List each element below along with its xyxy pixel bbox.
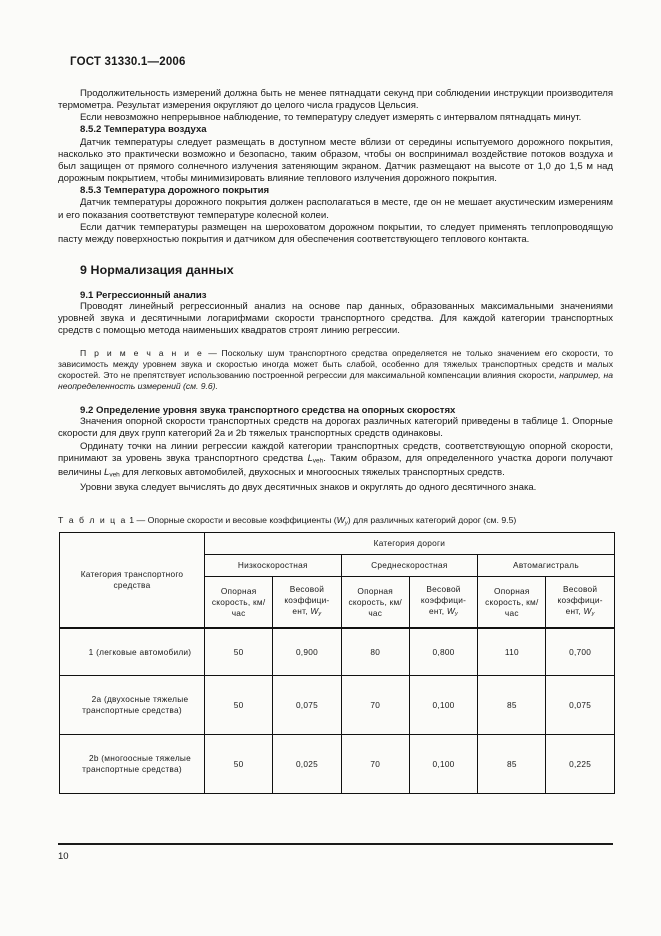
header-ref-speed-1: Опорная скорость, км/час	[205, 577, 273, 629]
ordinate-text-b: . Таким образом, для определенного участка дороги получают величины	[58, 452, 613, 479]
row-1-weight-low: 0,900	[273, 628, 341, 676]
table-caption	[58, 515, 613, 526]
paragraph-regression: Проводят линейный регрессионный анализ на основе пар данных, образованных максимальными значениями уровней звука и десятичными логарифмами скорости транспортного средства. Для каждой категории транспортных средств с помощью метода наименьших квадратов строят линию регрессии.	[58, 301, 613, 337]
header-weight-coef-1	[273, 577, 341, 629]
row-1-ref-speed-mid: 80	[341, 628, 409, 676]
header-road-motorway: Автомагистраль	[478, 555, 615, 577]
symbol-lveh-2-sub: veh	[109, 471, 120, 479]
table-caption-label: Т а б л и ц а	[58, 515, 127, 526]
ordinate-text-a: Ординату точки на линии регрессии каждой категории транспортных средств, соответствующую опорной скорости, принимают за уровень звука транспортного средства	[58, 440, 613, 464]
row-1-weight-motorway: 0,700	[546, 628, 614, 676]
table-row	[60, 676, 615, 735]
weight-symbol-1: W	[310, 606, 319, 617]
heading-8-5-3: 8.5.3 Температура дорожного покрытия	[80, 185, 270, 197]
footer-divider	[58, 843, 613, 845]
row-3-ref-speed-low: 50	[205, 735, 273, 794]
row-1-category	[60, 628, 205, 676]
row-3-ref-speed-motorway: 85	[478, 735, 546, 794]
weight-coef-text-b-2: ент,	[428, 606, 447, 617]
row-2-ref-speed-low: 50	[205, 676, 273, 735]
symbol-lveh-1: L	[307, 452, 313, 464]
weight-symbol-3: W	[583, 606, 592, 617]
header-ref-speed-3: Опорная скорость, км/час	[478, 577, 546, 629]
row-2-ref-speed-motorway: 85	[478, 676, 546, 735]
header-ref-speed-2: Опорная скорость, км/час	[341, 577, 409, 629]
document-header: ГОСТ 31330.1—2006	[70, 56, 186, 68]
row-1-weight-mid: 0,800	[409, 628, 477, 676]
row-3-weight-motorway: 0,225	[546, 735, 614, 794]
heading-9-1: 9.1 Регрессионный анализ	[80, 290, 207, 302]
row-3-weight-low: 0,025	[273, 735, 341, 794]
row-2-ref-speed-mid: 70	[341, 676, 409, 735]
ordinate-text-c: для легковых автомобилей, двухосных и многоосных тяжелых транспортных средств.	[119, 467, 505, 479]
header-weight-coef-3	[546, 577, 614, 629]
weight-coef-text-b-1: ент,	[292, 606, 311, 617]
row-2-weight-mid: 0,100	[409, 676, 477, 735]
header-road-low-speed: Низкоскоростная	[205, 555, 342, 577]
table-caption-text-b: ) для различных категорий дорог (см. 9.5)	[347, 515, 517, 526]
weight-coef-text-a-2: Весовой коэффици-	[420, 584, 467, 606]
paragraph-reference-speeds: Значения опорной скорости транспортных средств на дорогах различных категорий приведены в таблице 1. Опорные скорости для двух групп категорий 2а и 2b тяжелых транспортных средств одинаковы.	[58, 416, 613, 440]
row-3-weight-mid: 0,100	[409, 735, 477, 794]
symbol-lveh-1-sub: veh	[312, 457, 324, 465]
weight-coef-text-b-3: ент,	[565, 606, 584, 617]
symbol-lveh-2: L	[104, 467, 110, 479]
note-dash: —	[203, 347, 222, 358]
row-3-ref-speed-mid: 70	[341, 735, 409, 794]
note-body: Поскольку шум транспортного средства определяется не только значением его скорости, то зависимость между уровнем звука и скоростью иногда может быть слабой, особенно для тяжелых транспортных средств и малых скоростей. Это не препятствует использованию построенной регрессии для максимальной компенсации влияния скорости,	[58, 347, 613, 380]
table-caption-symbol: W	[336, 515, 345, 526]
table-caption-number: 1	[129, 515, 135, 526]
table-header-row-1	[60, 533, 615, 555]
header-road-category: Категория дороги	[205, 533, 615, 555]
weight-symbol-sub-3: y	[591, 611, 595, 618]
reference-speeds-table	[59, 532, 615, 794]
weight-symbol-sub-2: y	[455, 611, 459, 618]
table-caption-symbol-sub: y	[344, 520, 348, 527]
note-body-italic: например, на неопределенность измерений (см. 9.6).	[58, 369, 613, 392]
weight-coef-text-a-1: Весовой коэффици-	[284, 584, 330, 606]
header-vehicle-category: Категория транспортного средства	[60, 533, 205, 629]
row-1-category-text: 1 (легковые автомобили)	[88, 646, 192, 657]
heading-9-2: 9.2 Определение уровня звука транспортного средства на опорных скоростях	[80, 405, 456, 417]
row-3-category	[60, 735, 205, 794]
weight-symbol-2: W	[446, 606, 456, 617]
page-number: 10	[58, 851, 69, 862]
paragraph-air-temp-sensor: Датчик температуры следует размещать в доступном месте вблизи от середины испытуемого дорожного покрытия, насколько это практически возможно и безопасно, таким образом, чтобы он воспринимал воздействие потоков воздуха и был защищен от прямого солнечного излучения затеняющим экраном. Датчик размещают на высоте от 1,0 до 1,5 м над дорожным покрытием, чтобы минимизировать влияние теплового излучения дорожного покрытия.	[58, 136, 613, 185]
paragraph-interval: Если невозможно непрерывное наблюдение, то температуру следует измерять с интервалом пятнадцать минут.	[80, 112, 582, 124]
heading-section-9: 9 Нормализация данных	[80, 263, 234, 278]
weight-coef-text-a-3: Весовой коэффици-	[557, 584, 603, 606]
paragraph-road-temp-sensor: Датчик температуры дорожного покрытия должен располагаться в месте, где он не мешает акустическим измерениям и его показания соответствуют температуре колесной колеи.	[58, 197, 613, 221]
header-road-medium-speed: Среднескоростная	[341, 555, 478, 577]
row-1-ref-speed-motorway: 110	[478, 628, 546, 676]
row-2-category-text: 2a (двухосные тяжелые транспортные средства)	[82, 694, 189, 716]
table-caption-text-a: — Опорные скорости и весовые коэффициенты (	[134, 515, 337, 526]
weight-symbol-sub-1: y	[318, 611, 322, 618]
table-row	[60, 735, 615, 794]
header-weight-coef-2	[409, 577, 477, 629]
note-label: П р и м е ч а н и е	[80, 347, 204, 358]
table-row	[60, 628, 615, 676]
paragraph-ordinate	[58, 441, 613, 482]
row-1-ref-speed-low: 50	[205, 628, 273, 676]
note-regression	[58, 348, 613, 393]
row-2-category	[60, 676, 205, 735]
row-2-weight-motorway: 0,075	[546, 676, 614, 735]
paragraph-measurement-duration: Продолжительность измерений должна быть не менее пятнадцати секунд при соблюдении инструкции производителя термометра. Результат измерения округляют до целого числа градусов Цельсия.	[58, 88, 613, 112]
heading-8-5-2: 8.5.2 Температура воздуха	[80, 124, 207, 136]
row-2-weight-low: 0,075	[273, 676, 341, 735]
paragraph-thermal-paste: Если датчик температуры размещен на шероховатом дорожном покрытии, то следует применять теплопроводящую пасту между поверхностью покрытия и датчиком для обеспечения соответствующего теплового контакта.	[58, 221, 613, 245]
row-3-category-text: 2b (многоосные тяжелые транспортные средства)	[82, 753, 191, 775]
paragraph-rounding: Уровни звука следует вычислять до двух десятичных знаков и округлять до одного десятичного знака.	[80, 481, 537, 493]
